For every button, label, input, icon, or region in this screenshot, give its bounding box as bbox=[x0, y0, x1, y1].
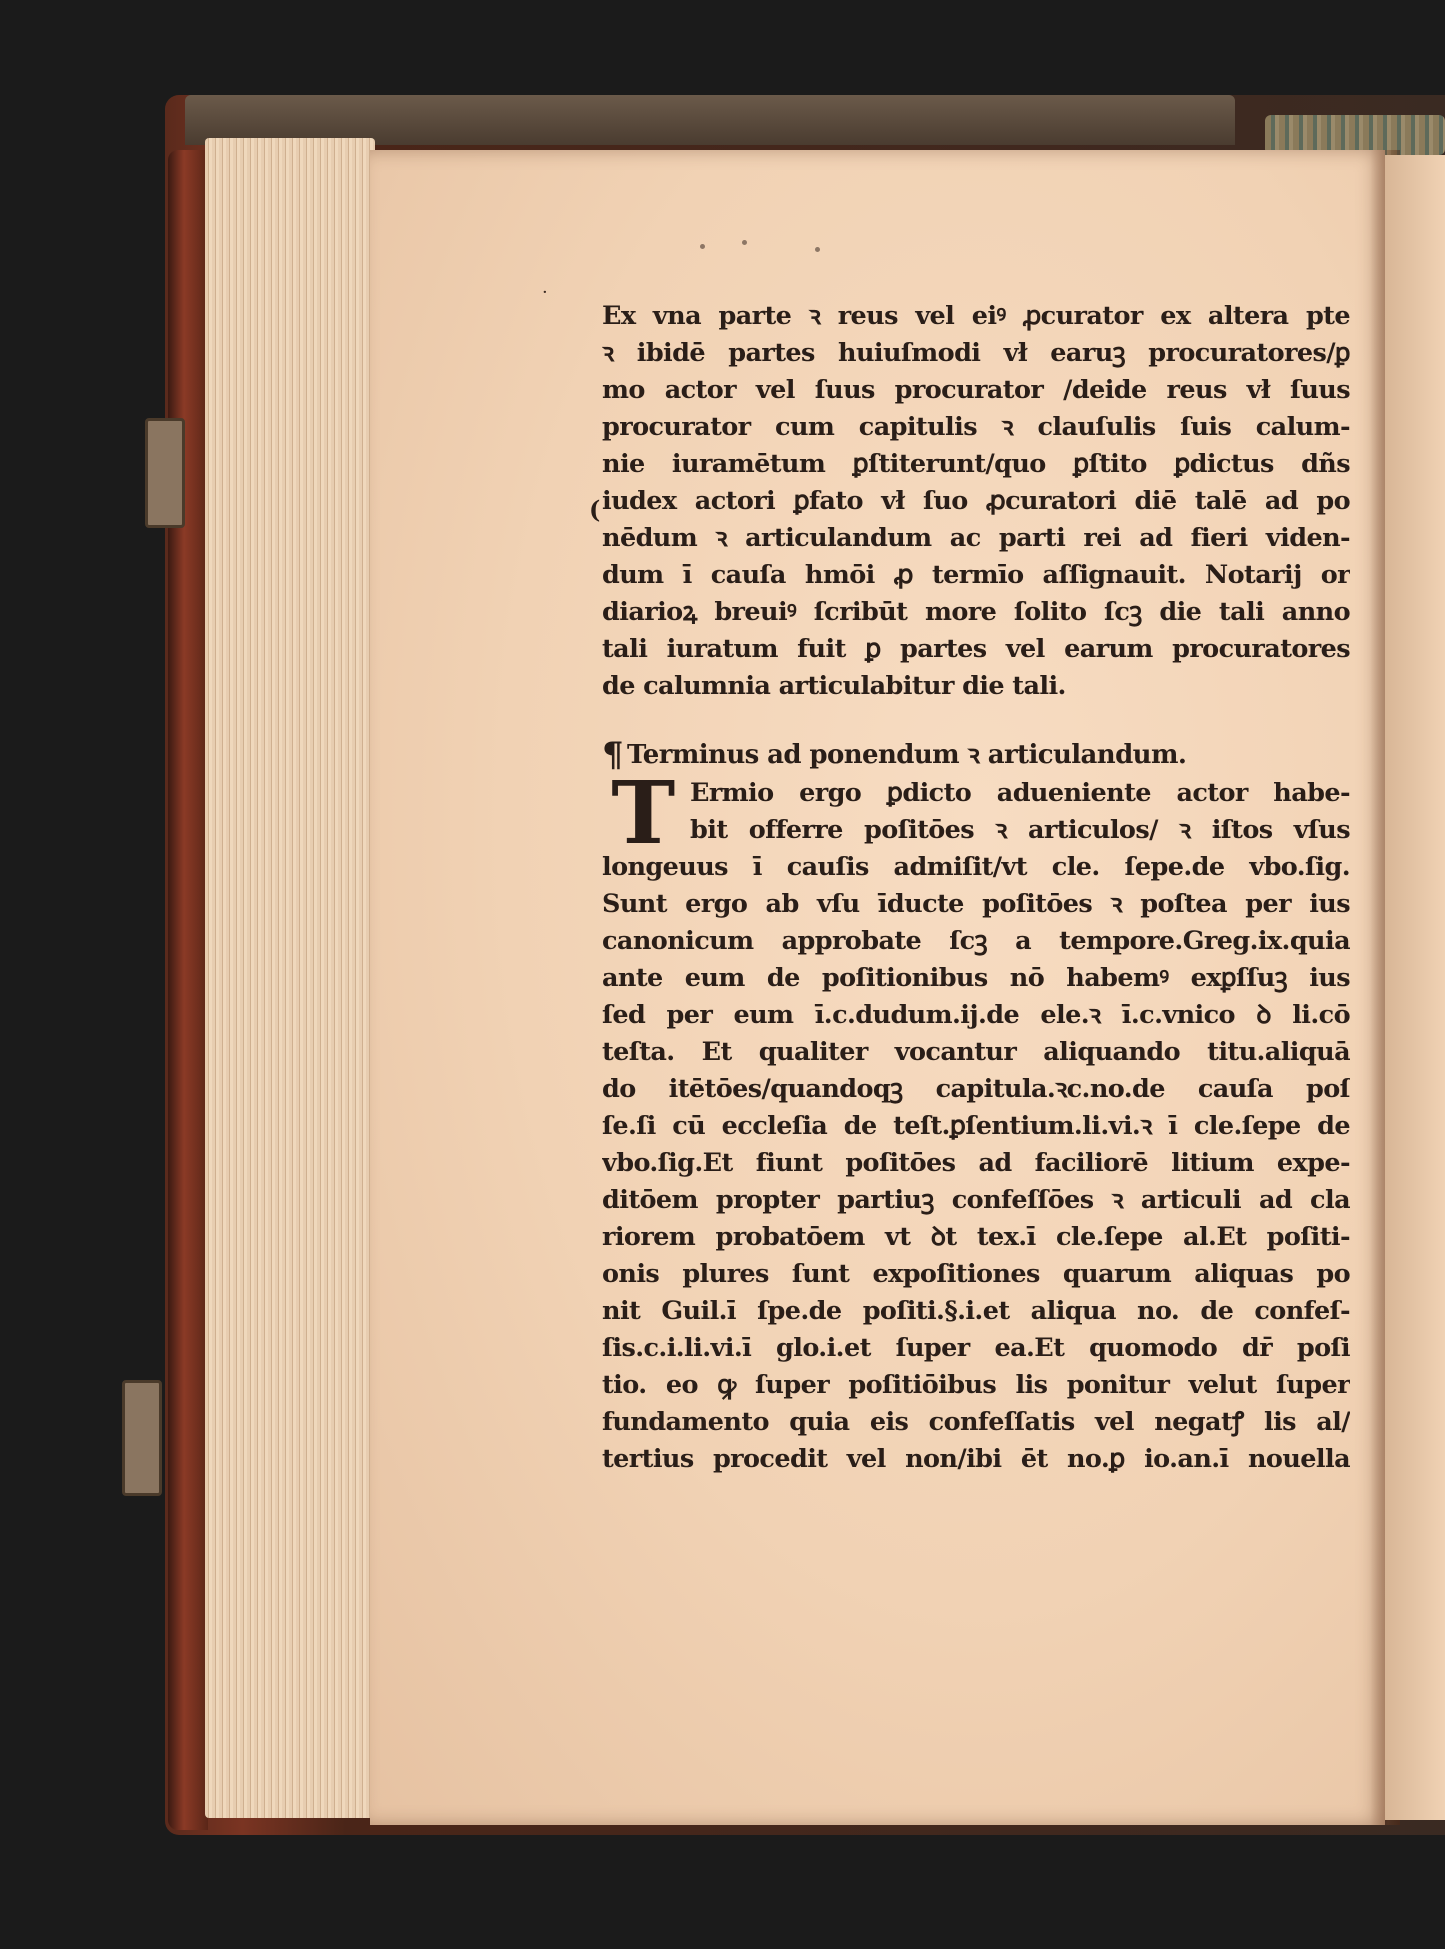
paragraph-mark-icon: ¶ bbox=[602, 735, 624, 775]
text-line: tertius procedit vel non/ibi ēt no.ꝑ io.an.ī nouella bbox=[602, 1444, 1350, 1474]
text-line: nie iuramētum ꝑſtiterunt/quo ꝑſtito ꝑdictus dñs bbox=[602, 449, 1350, 479]
text-line: tio. eo ꝙ ſuper poſitiōibus lis ponitur velut ſuper bbox=[602, 1370, 1350, 1400]
text-line: mo actor vel ſuus procurator /deide reus vł ſuus bbox=[602, 375, 1350, 405]
text-line: fundamento quia eis confeſſatis vel negatꝭ lis al/ bbox=[602, 1407, 1350, 1437]
text-line: onis plures ſunt expoſitiones quarum aliquas po bbox=[602, 1259, 1350, 1289]
text-line: bit offerre poſitōes ꝛ articulos/ ꝛ iſtos vſus bbox=[690, 815, 1350, 845]
text-line: canonicum approbate ſcꝫ a tempore.Greg.ix.quia bbox=[602, 926, 1350, 956]
text-line: dum ī cauſa hmōi ꝓ termīo aſſignauit. Notarij or bbox=[602, 560, 1350, 590]
text-line: nit Guil.ī ſpe.de poſiti.§.i.et aliqua no. de confeſ- bbox=[602, 1296, 1350, 1326]
ink-speck bbox=[742, 240, 747, 245]
text-line: do itētōes/quandoqꝫ capitula.ꝛc.no.de cauſa poſ bbox=[602, 1074, 1350, 1104]
text-line: ditōem propter partiuꝫ confeſſōes ꝛ articuli ad cla bbox=[602, 1185, 1350, 1215]
text-line: Ermio ergo ꝑdicto adueniente actor habe- bbox=[690, 778, 1350, 808]
text-line: ante eum de poſitionibus nō habemꝰ exꝑſſuꝫ ius bbox=[602, 963, 1350, 993]
text-line: riorem probatōem vt ꝺt tex.ī cle.ſepe al.Et poſiti- bbox=[602, 1222, 1350, 1252]
right-page-edge bbox=[1385, 155, 1445, 1820]
section-heading-text: Terminus ad ponendum ꝛ articulandum. bbox=[627, 740, 1187, 770]
section-heading bbox=[602, 735, 1350, 775]
ink-speck bbox=[700, 244, 705, 249]
text-line: Sunt ergo ab vſu īducte poſitōes ꝛ poſtea per ius bbox=[602, 889, 1350, 919]
text-line: ꝛ ibidē partes huiuſmodi vł earuꝫ procuratores/ꝑ bbox=[602, 338, 1350, 368]
text-line: procurator cum capitulis ꝛ clauſulis ſuis calum- bbox=[602, 412, 1350, 442]
text-line: nēdum ꝛ articulandum ac parti rei ad fieri viden- bbox=[602, 523, 1350, 553]
text-line: teſta. Et qualiter vocantur aliquando titu.aliquā bbox=[602, 1037, 1350, 1067]
text-line: iudex actori ꝑfato vł ſuo ꝓcuratori diē talē ad po bbox=[602, 486, 1350, 516]
text-line: diarioꝝ breuiꝰ ſcribūt more ſolito ſcꝫ die tali anno bbox=[602, 597, 1350, 627]
text-line: tali iuratum fuit ꝑ partes vel earum procuratores bbox=[602, 634, 1350, 664]
headband bbox=[1265, 115, 1445, 155]
clasp-lower bbox=[122, 1380, 162, 1496]
text-line: Ex vna parte ꝛ reus vel eiꝰ ꝓcurator ex altera pte bbox=[602, 301, 1350, 331]
text-line: vbo.ſig.Et fiunt poſitōes ad faciliorē litium expe- bbox=[602, 1148, 1350, 1178]
page-edges-stack bbox=[205, 138, 375, 1818]
ink-speck bbox=[815, 247, 820, 252]
margin-bracket-mark: ( bbox=[589, 495, 601, 524]
text-line: longeuus ī cauſis admiſit/vt cle. ſepe.de vbo.ſig. bbox=[602, 852, 1350, 882]
clasp-upper bbox=[145, 418, 185, 528]
paragraph-2 bbox=[602, 763, 1350, 1478]
paragraph-1 bbox=[602, 298, 1350, 705]
text-line: ſe.ſi cū eccleſia de teſt.ꝑſentium.li.vi.ꝛ ī cle.ſepe de bbox=[602, 1111, 1350, 1141]
margin-mark: · bbox=[542, 282, 548, 303]
binding-spine-edge bbox=[168, 150, 208, 1830]
text-line: de calumnia articulabitur die tali. bbox=[602, 671, 1066, 701]
text-line: ſis.c.i.li.vi.ī glo.i.et ſuper ea.Et quomodo dr̄ poſi bbox=[602, 1333, 1350, 1363]
drop-capital: T bbox=[611, 763, 675, 864]
text-line: ſed per eum ī.c.dudum.ij.de ele.ꝛ ī.c.vnico ꝺ li.cō bbox=[602, 1000, 1350, 1030]
printed-text-block bbox=[602, 298, 1350, 1478]
